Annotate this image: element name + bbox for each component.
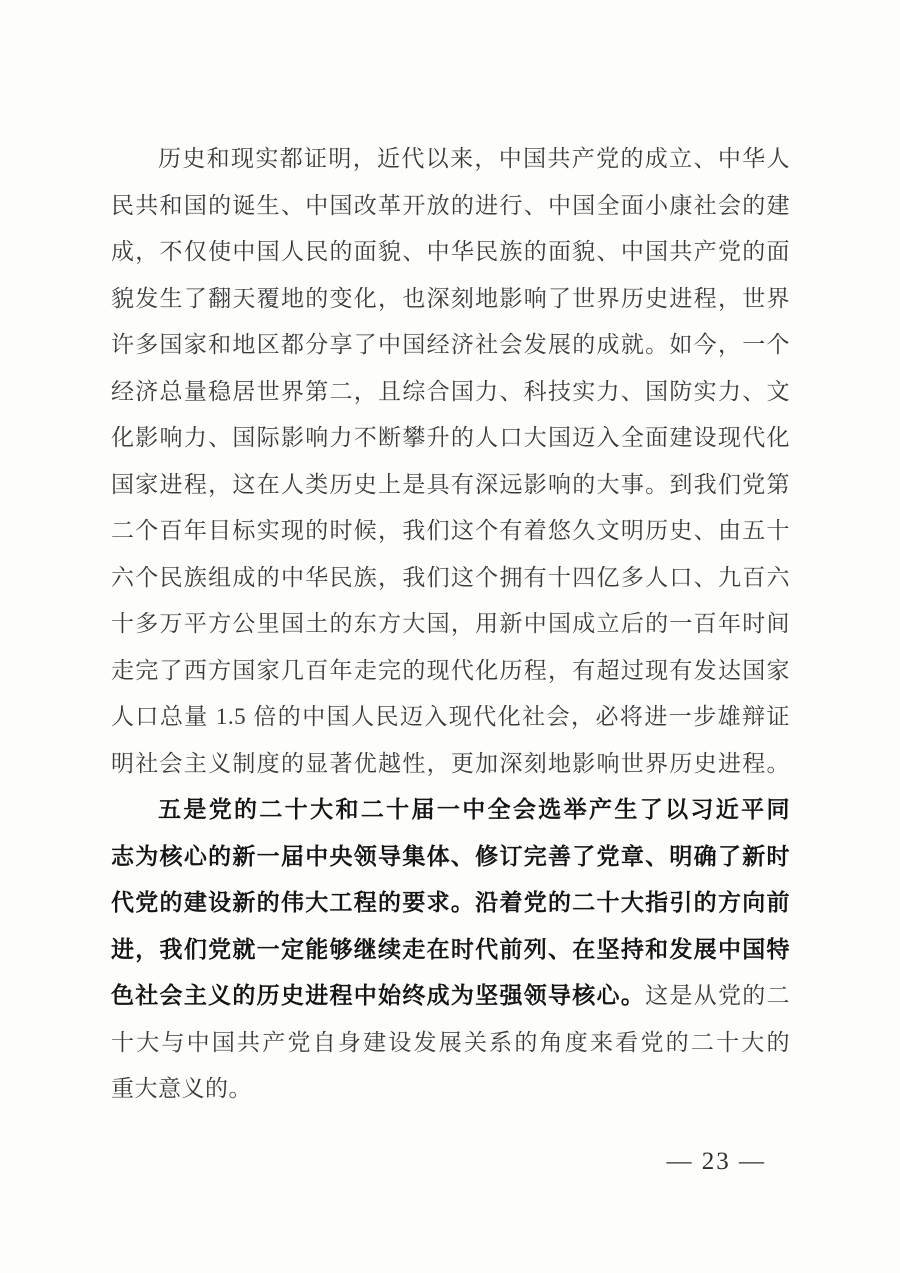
text-line [111,508,790,555]
text-run: 六个民族组成的中华民族，我们这个拥有十四亿多人口、九百六 [111,564,790,590]
text-line [111,880,790,927]
text-line [111,276,790,323]
page-number: — 23 — [666,1148,766,1175]
text-run: 二个百年目标实现的时候，我们这个有着悠久文明历史、由五十 [111,518,790,543]
bold-text-run: 色社会主义的历史进程中始终成为坚强领导核心。 [111,983,646,1008]
text-line [111,136,790,183]
text-run: 貌发生了翻天覆地的变化，也深刻地影响了世界历史进程，世界 [111,285,790,311]
text-run: 十多万平方公里国土的东方大国，用新中国成立后的一百年时间 [111,611,790,636]
text-line [111,927,790,974]
text-line [111,555,790,602]
text-line [111,369,790,416]
text-run: 成，不仅使中国人民的面貌、中华民族的面貌、中国共产党的面 [111,239,790,264]
text-line [111,787,790,834]
text-line [111,1020,790,1067]
text-line [111,415,790,462]
text-run: 人口总量 1.5 倍的中国人民迈入现代化社会，必将进一步雄辩证 [111,704,790,729]
text-line [111,1066,790,1113]
text-line [111,601,790,648]
text-run: 化影响力、国际影响力不断攀升的人口大国迈入全面建设现代化 [111,425,790,450]
document-body [111,136,790,1113]
text-run: 民共和国的诞生、中国改革开放的进行、中国全面小康社会的建 [111,192,790,218]
text-line [111,322,790,369]
text-line [111,973,790,1020]
text-run: 许多国家和地区都分享了中国经济社会发展的成就。如今，一个 [111,332,790,357]
text-line [111,648,790,695]
text-run: 国家进程，这在人类历史上是具有深远影响的大事。到我们党第 [111,471,790,497]
text-line [111,462,790,509]
bold-text-run: 代党的建设新的伟大工程的要求。沿着党的二十大指引的方向前 [111,890,790,915]
text-line [111,834,790,881]
text-run: 明社会主义制度的显著优越性，更加深刻地影响世界历史进程。 [111,750,790,776]
bold-text-run: 志为核心的新一届中央领导集体、修订完善了党章、明确了新时 [111,843,790,869]
text-run: 经济总量稳居世界第二，且综合国力、科技实力、国防实力、文 [111,378,790,404]
text-run: 这是从党的二 [645,983,791,1008]
text-run: 十大与中国共产党自身建设发展关系的角度来看党的二十大的 [111,1029,790,1055]
text-line [111,183,790,230]
text-line [111,229,790,276]
text-run: 重大意义的。 [111,1076,252,1101]
text-run: 走完了西方国家几百年走完的现代化历程，有超过现有发达国家 [111,657,790,683]
text-line [111,741,790,788]
text-line [111,694,790,741]
bold-text-run: 进，我们党就一定能够继续走在时代前列、在坚持和发展中国特 [111,936,790,962]
text-run: 历史和现实都证明，近代以来，中国共产党的成立、中华人 [158,146,790,171]
bold-text-run: 五是党的二十大和二十届一中全会选举产生了以习近平同 [158,797,790,822]
